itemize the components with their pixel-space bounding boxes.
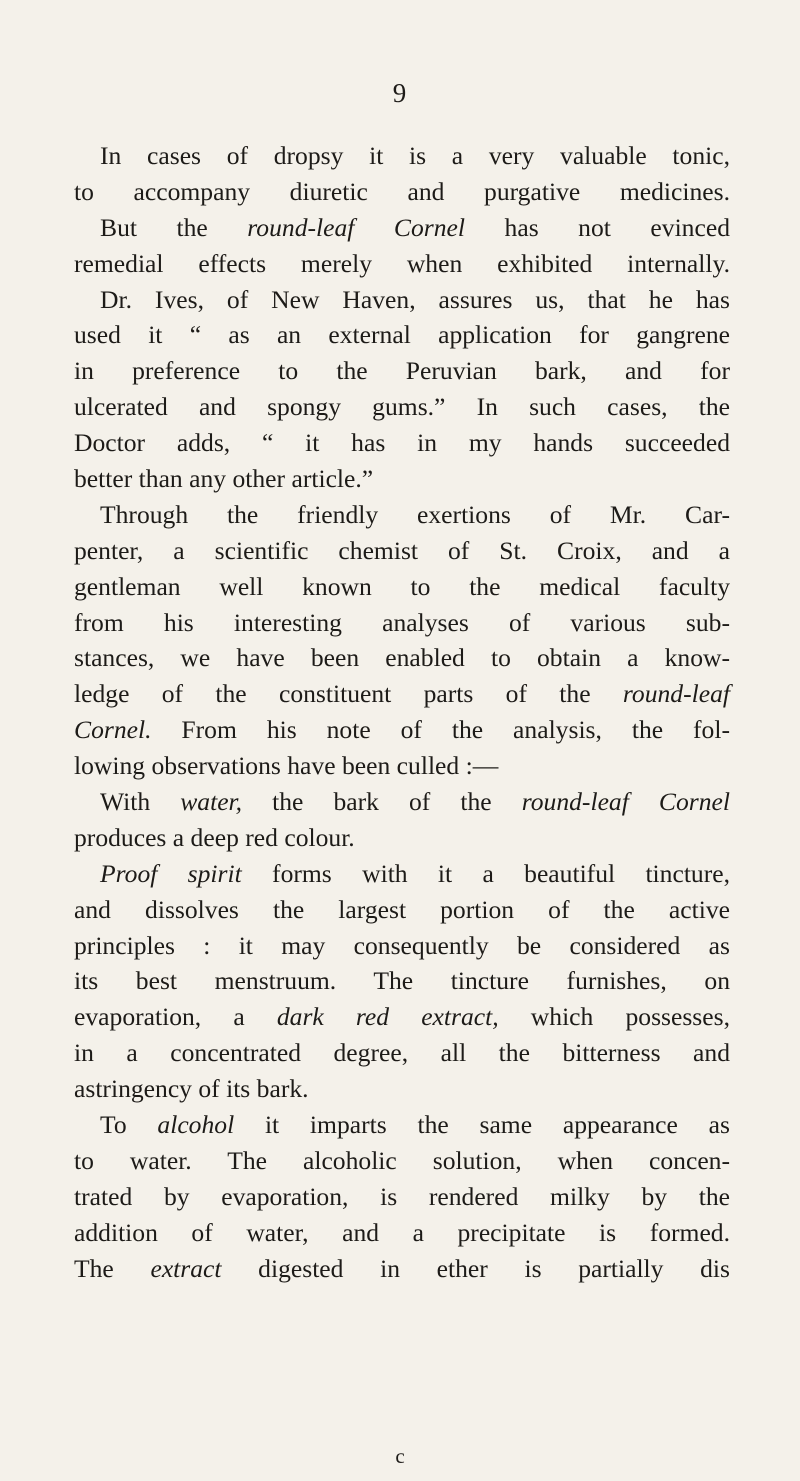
text-line [74,174,730,210]
italic-text: Cornel. [74,715,152,745]
text-segment: Doctor adds, “ it has in my hands succeeded [74,428,730,458]
text-segment: In cases of dropsy it is a very valuable tonic, [100,141,730,170]
text-segment: has not evinced [465,212,730,242]
text-line [74,210,730,246]
text-line [74,533,730,569]
text-line [74,928,730,964]
text-segment: Dr. Ives, of New Haven, assures us, that he has [100,284,730,314]
italic-text: round-leaf [622,679,730,709]
text-segment: digested in ether is partially dis [221,1253,730,1283]
text-line [74,353,730,389]
text-line [74,712,730,748]
text-line [74,282,730,318]
text-segment: the bark of the [242,787,522,817]
body-text [74,138,730,1287]
text-segment: produces a deep red colour. [74,822,355,852]
text-segment: With [100,787,181,817]
text-line [74,820,730,856]
text-line [74,1215,730,1251]
text-line [74,999,730,1035]
text-segment: But the [100,212,248,242]
italic-text: Proof spirit [100,858,242,888]
text-line [74,605,730,641]
text-line [74,138,730,174]
text-segment: in preference to the Peruvian bark, and for [74,356,730,386]
text-segment: astringency of its bark. [74,1074,309,1104]
text-segment: from his interesting analyses of various sub- [74,607,730,637]
text-segment: and dissolves the largest portion of the active [74,894,730,924]
text-segment: stances, we have been enabled to obtain a know- [74,643,730,673]
text-line [74,1035,730,1071]
text-line [74,640,730,676]
italic-text: round-leaf Cornel [247,212,466,242]
text-segment: penter, a scientific chemist of St. Croix, and a [74,535,730,565]
text-segment: Through the friendly exertions of Mr. Car- [100,499,730,529]
text-segment: principles : it may consequently be considered as [74,930,730,960]
text-segment: which possesses, [498,1002,730,1032]
text-segment: forms with it a beautiful tincture, [241,858,731,888]
text-line [74,1143,730,1179]
text-segment: in a concentrated degree, all the bitterness and [74,1038,730,1068]
italic-text: dark red extract, [276,1002,499,1032]
text-segment: ulcerated and spongy gums.” In such cases, the [74,392,730,422]
text-line [74,1251,730,1287]
italic-text: water, [180,787,243,817]
text-segment: lowing observations have been culled :— [74,751,499,781]
text-line [74,497,730,533]
text-line [74,246,730,282]
text-segment: trated by evaporation, is rendered milky by the [74,1181,730,1211]
text-line [74,676,730,712]
text-line [74,425,730,461]
text-line [74,1107,730,1143]
signature-mark: c [395,1444,405,1468]
text-line [74,569,730,605]
text-line [74,963,730,999]
text-line [74,856,730,892]
text-segment: better than any other article.” [74,464,374,494]
text-line [74,892,730,928]
text-segment: it imparts the same appearance as [234,1110,730,1140]
text-segment: From his note of the analysis, the fol- [151,715,730,745]
text-segment: gentleman well known to the medical faculty [74,571,730,601]
text-segment: evaporation, a [74,1002,277,1032]
text-segment: to accompany diuretic and purgative medicines. [74,176,730,206]
text-line [74,317,730,353]
text-line [74,1071,730,1107]
text-segment: used it “ as an external application for gangrene [74,320,730,350]
text-line [74,461,730,497]
text-segment: remedial effects merely when exhibited internally. [74,248,730,278]
text-line [74,389,730,425]
text-segment: ledge of the constituent parts of the [74,679,623,709]
italic-text: round-leaf Cornel [521,787,730,817]
page-number: 9 [392,78,408,108]
text-segment: To [100,1110,158,1140]
italic-text: alcohol [157,1110,235,1140]
text-segment: The [74,1253,151,1283]
italic-text: extract [150,1253,222,1283]
text-segment: addition of water, and a precipitate is formed. [74,1217,730,1247]
text-line [74,748,730,784]
text-line [74,784,730,820]
text-line [74,1179,730,1215]
text-segment: its best menstruum. The tincture furnishes, on [74,966,730,996]
text-segment: to water. The alcoholic solution, when concen- [74,1145,730,1175]
